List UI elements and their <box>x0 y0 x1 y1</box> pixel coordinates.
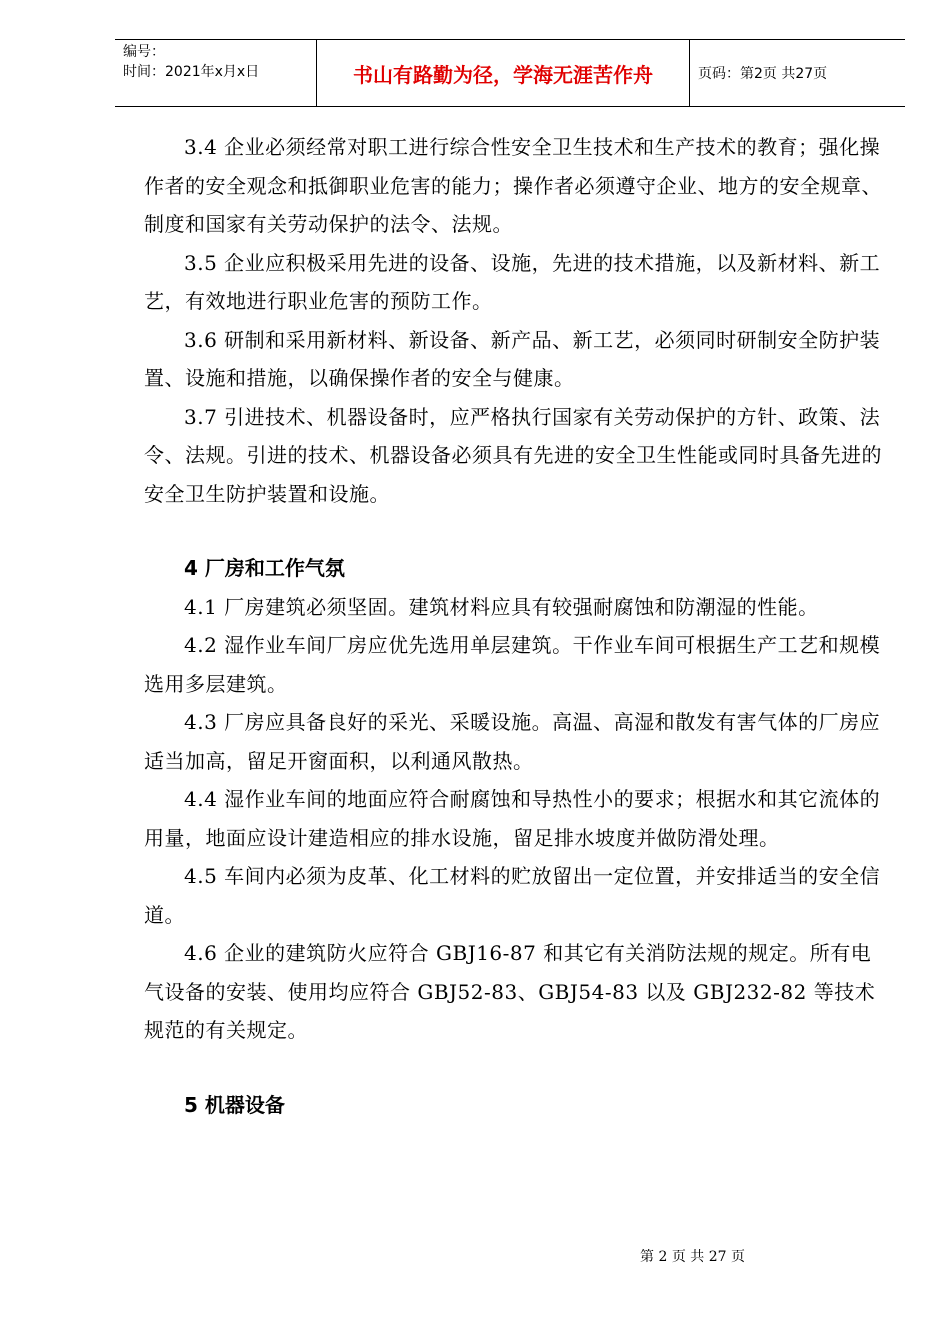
paragraph: 4.6 企业的建筑防火应符合 GBJ16-87 和其它有关消防法规的规定。所有电气设备的安装、使用均应符合 GBJ52-83、GBJ54-83 以及 GBJ232-82 等技术规范的有关规定。 <box>144 941 876 1042</box>
paragraph: 4.3 厂房应具备良好的采光、采暖设施。高温、高湿和散发有害气体的厂房应适当加高，留足开窗面积，以利通风散热。 <box>144 710 881 773</box>
paragraph: 3.4 企业必须经常对职工进行综合性安全卫生技术和生产技术的教育；强化操作者的安全观念和抵御职业危害的能力；操作者必须遵守企业、地方的安全规章、制度和国家有关劳动保护的法令、法规。 <box>144 135 882 236</box>
paragraph: 4.5 车间内必须为皮革、化工材料的贮放留出一定位置，并安排适当的安全信道。 <box>144 864 881 927</box>
paragraph: 3.5 企业应积极采用先进的设备、设施，先进的技术措施，以及新材料、新工艺，有效地进行职业危害的预防工作。 <box>144 250 881 313</box>
section-heading: 4 厂房和工作气氛 <box>184 556 345 580</box>
header-meta <box>115 40 316 106</box>
paragraph: 4.2 湿作业车间厂房应优先选用单层建筑。干作业车间可根据生产工艺和规模选用多层建筑。 <box>144 633 881 696</box>
paragraph: 3.7 引进技术、机器设备时，应严格执行国家有关劳动保护的方针、政策、法令、法规。引进的技术、机器设备必须具有先进的安全卫生性能或同时具备先进的安全卫生防护装置和设施。 <box>144 404 882 506</box>
document-number-label: 编号： <box>123 44 165 60</box>
page-header <box>115 39 905 107</box>
paragraph: 4.4 湿作业车间的地面应符合耐腐蚀和导热性小的要求；根据水和其它流体的用量，地面应设计建造相应的排水设施，留足排水坡度并做防滑处理。 <box>144 787 881 850</box>
section-heading: 5 机器设备 <box>184 1092 285 1117</box>
header-page-info: 页码：第2页 共27页 <box>698 66 828 82</box>
paragraph: 4.1 厂房建筑必须坚固。建筑材料应具有较强耐腐蚀和防潮湿的性能。 <box>184 594 819 619</box>
footer-page-number: 第 2 页 共 27 页 <box>640 1249 745 1265</box>
header-motto: 书山有路勤为径，学海无涯苦作舟 <box>316 40 690 106</box>
paragraph: 3.6 研制和采用新材料、新设备、新产品、新工艺，必须同时研制安全防护装置、设施和措施，以确保操作者的安全与健康。 <box>144 327 881 390</box>
document-time-label: 时间：2021年x月x日 <box>123 64 260 80</box>
document-body <box>144 128 884 1124</box>
